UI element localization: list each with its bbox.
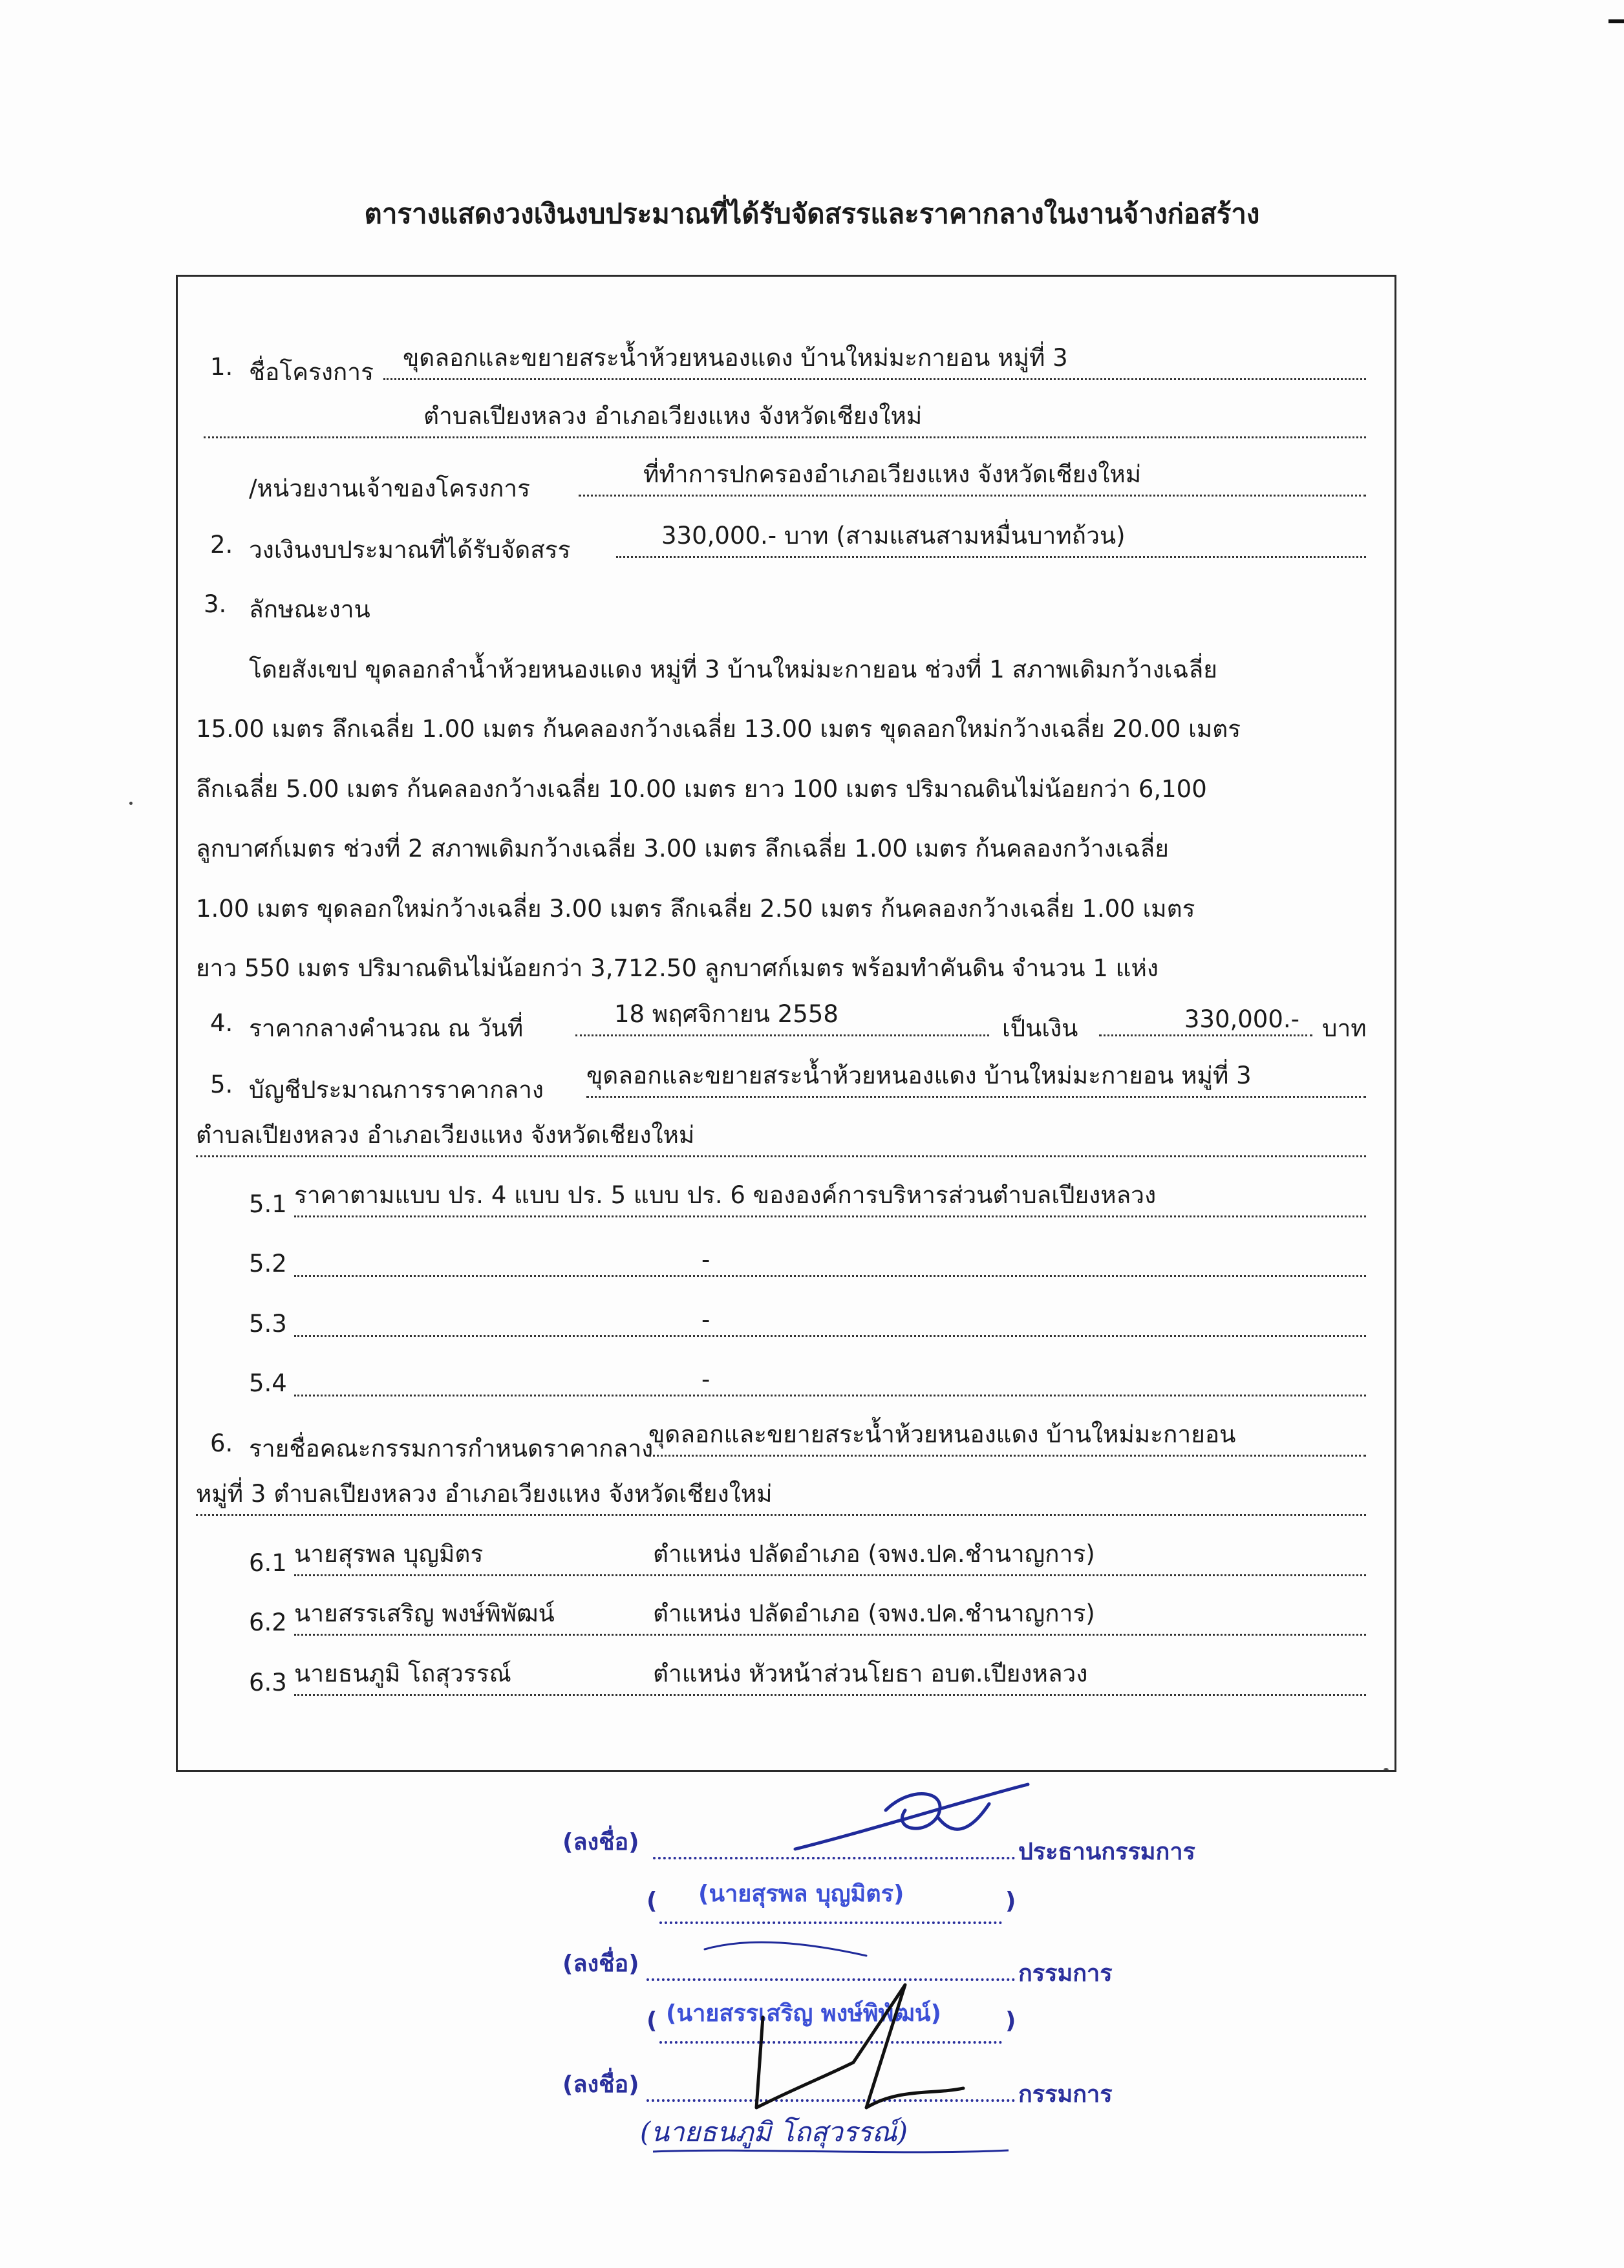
scan-edge-mark <box>1608 19 1624 23</box>
sig3-handwritten-name: (นายธนภูมิ โถสุวรรณ์) <box>640 2116 908 2148</box>
item5-sub-num-4: 5.4 <box>249 1369 287 1397</box>
item5-sub-field-4 <box>294 1363 1366 1396</box>
item1-value: ขุดลอกและขยายสระน้ำห้วยหนองแดง บ้านใหม่มะกายอน หมู่ที่ 3 <box>403 344 1068 372</box>
item3-desc-2 <box>196 710 1241 748</box>
member-num-2: 6.2 <box>249 1609 287 1636</box>
item4-amount: 330,000.- <box>1184 1005 1299 1033</box>
item4-amount-field <box>1099 1003 1312 1036</box>
item6-label: รายชื่อคณะกรรมการกำหนดราคากลาง <box>249 1435 654 1462</box>
item3-desc-text-5: 1.00 เมตร ขุดลอกใหม่กว้างเฉลี่ย 3.00 เมตร ลึกเฉลี่ย 2.50 เมตร ก้นคลองกว้างเฉลี่ย 1.00 เมตร <box>196 895 1195 923</box>
item5-sub-num-3: 5.3 <box>249 1310 287 1338</box>
member-position-3: ตำแหน่ง หัวหน้าส่วนโยธา อบต.เปียงหลวง <box>653 1660 1088 1687</box>
item1-label: ชื่อโครงการ <box>249 358 374 386</box>
sig3-signature <box>743 1978 989 2114</box>
item5-value: ขุดลอกและขยายสระน้ำห้วยหนองแดง บ้านใหม่มะกายอน หมู่ที่ 3 <box>586 1062 1252 1089</box>
member-name-1: นายสุรพล บุญมิตร <box>294 1540 484 1568</box>
item6-value: ขุดลอกและขยายสระน้ำห้วยหนองแดง บ้านใหม่มะกายอน <box>648 1420 1236 1448</box>
sig3-prefix: (ลงชื่อ) <box>562 2071 639 2098</box>
member-name-3: นายธนภูมิ โถสุวรรณ์ <box>294 1660 511 1687</box>
item6-field <box>648 1420 1366 1457</box>
form-box <box>176 275 1396 1772</box>
item3-desc-5 <box>196 890 1195 928</box>
item6-num: 6. <box>210 1429 233 1457</box>
item5-num: 5. <box>210 1071 233 1098</box>
item3-desc-text-2: 15.00 เมตร ลึกเฉลี่ย 1.00 เมตร ก้นคลองกว้างเฉลี่ย 13.00 เมตร ขุดลอกใหม่กว้างเฉลี่ย 20.00 เมตร <box>196 715 1241 743</box>
sig1-name-dots <box>659 1919 1002 1924</box>
sig2-role: กรรมการ <box>1018 1960 1113 1987</box>
item5-sub-field-2 <box>294 1243 1366 1277</box>
document-title: ตารางแสดงวงเงินงบประมาณที่ได้รับจัดสรรและราคากลางในงานจ้างก่อสร้าง <box>364 198 1260 230</box>
item5-field <box>586 1064 1366 1098</box>
item4-unit: บาท <box>1322 1014 1367 1042</box>
item3-desc-text-1: โดยสังเขป ขุดลอกลำน้ำห้วยหนองแดง หมู่ที่ 3 บ้านใหม่มะกายอน ช่วงที่ 1 สภาพเดิมกว้างเฉลี่ย <box>249 656 1217 683</box>
sig2-prefix: (ลงชื่อ) <box>562 1951 639 1977</box>
item4-amount-label: เป็นเงิน <box>1002 1014 1078 1042</box>
item5-label: บัญชีประมาณการราคากลาง <box>249 1076 544 1104</box>
item6-value2: หมู่ที่ 3 ตำบลเปียงหลวง อำเภอเวียงแหง จังหวัดเชียงใหม่ <box>196 1480 773 1508</box>
sig3-role: กรรมการ <box>1018 2081 1113 2108</box>
owner-value: ที่ทำการปกครองอำเภอเวียงแหง จังหวัดเชียงใหม่ <box>643 460 1142 488</box>
item3-desc-text-3: ลึกเฉลี่ย 5.00 เมตร ก้นคลองกว้างเฉลี่ย 10.00 เมตร ยาว 100 เมตร ปริมาณดินไม่น้อยกว่า 6,100 <box>196 775 1207 803</box>
scan-speck <box>129 802 133 805</box>
member-position-2: ตำแหน่ง ปลัดอำเภอ (จพง.ปค.ชำนาญการ) <box>653 1599 1095 1627</box>
item5-sub-value-3: - <box>701 1306 710 1334</box>
item2-num: 2. <box>210 531 233 559</box>
item1-field <box>383 344 1366 380</box>
item5-sub-num-2: 5.2 <box>249 1250 287 1278</box>
sig1-signature <box>743 1771 1080 1868</box>
sig1-prefix: (ลงชื่อ) <box>562 1829 639 1856</box>
member-num-3: 6.3 <box>249 1669 287 1696</box>
sig1-role: ประธานกรรมการ <box>1018 1839 1195 1865</box>
member-field-1 <box>294 1540 1366 1576</box>
item3-desc-3 <box>196 770 1207 808</box>
sig1-paren-open: ( <box>646 1888 657 1914</box>
item2-value: 330,000.- บาท (สามแสนสามหมื่นบาทถ้วน) <box>661 522 1126 550</box>
owner-label: /หน่วยงานเจ้าของโครงการ <box>249 475 531 502</box>
scan-speck <box>1384 1768 1389 1770</box>
item5-field2 <box>196 1121 1366 1157</box>
item6-field2 <box>196 1482 1366 1516</box>
item1-value2: ตำบลเปียงหลวง อำเภอเวียงแหง จังหวัดเชียงใหม่ <box>423 402 923 430</box>
item5-sub-num-1: 5.1 <box>249 1190 287 1218</box>
item4-date: 18 พฤศจิกายน 2558 <box>614 1000 839 1028</box>
member-field-3 <box>294 1662 1366 1696</box>
sig2-paren-close: ) <box>1005 2007 1016 2034</box>
member-position-1: ตำแหน่ง ปลัดอำเภอ (จพง.ปค.ชำนาญการ) <box>653 1540 1095 1568</box>
item4-date-field <box>575 1000 989 1036</box>
item4-num: 4. <box>210 1009 233 1037</box>
item1-field2 <box>204 402 1366 438</box>
owner-field <box>579 460 1366 497</box>
member-num-1: 6.1 <box>249 1549 287 1577</box>
item5-sub-value-2: - <box>701 1246 710 1274</box>
item3-desc-1 <box>249 650 1217 689</box>
member-name-2: นายสรรเสริญ พงษ์พิพัฒน์ <box>294 1599 555 1627</box>
item5-sub-value-4: - <box>701 1365 710 1393</box>
item3-desc-text-4: ลูกบาศก์เมตร ช่วงที่ 2 สภาพเดิมกว้างเฉลี่ย 3.00 เมตร ลึกเฉลี่ย 1.00 เมตร ก้นคลองกว้างเฉลี่ย <box>196 835 1169 862</box>
sig2-paren-open: ( <box>646 2007 657 2034</box>
item1-num: 1. <box>210 353 233 381</box>
item5-sub-field-3 <box>294 1303 1366 1337</box>
item4-label: ราคากลางคำนวณ ณ วันที่ <box>249 1014 524 1042</box>
item2-label: วงเงินงบประมาณที่ได้รับจัดสรร <box>249 536 571 564</box>
sig2-signature-line <box>698 1930 892 1975</box>
item3-desc-4 <box>196 829 1169 868</box>
sig3-name-underline <box>653 2145 1015 2158</box>
item5-value2: ตำบลเปียงหลวง อำเภอเวียงแหง จังหวัดเชียงใหม่ <box>196 1121 695 1149</box>
sig1-paren-close: ) <box>1005 1888 1016 1914</box>
sig2-name: (นายสรรเสริญ พงษ์พิพัฒน์) <box>666 2000 941 2027</box>
sig1-name: (นายสุรพล บุญมิตร) <box>698 1881 904 1907</box>
item3-label: ลักษณะงาน <box>249 595 370 623</box>
item5-sub-field-1 <box>294 1181 1366 1217</box>
item5-sub-value-1: ราคาตามแบบ ปร. 4 แบบ ปร. 5 แบบ ปร. 6 ขององค์การบริหารส่วนตำบลเปียงหลวง <box>294 1181 1157 1209</box>
item2-field <box>616 524 1366 558</box>
member-field-2 <box>294 1599 1366 1636</box>
item3-num: 3. <box>204 590 227 618</box>
item3-desc-6 <box>196 949 1159 987</box>
item3-desc-text-6: ยาว 550 เมตร ปริมาณดินไม่น้อยกว่า 3,712.50 ลูกบาศก์เมตร พร้อมทำคันดิน จำนวน 1 แห่ง <box>196 954 1159 982</box>
